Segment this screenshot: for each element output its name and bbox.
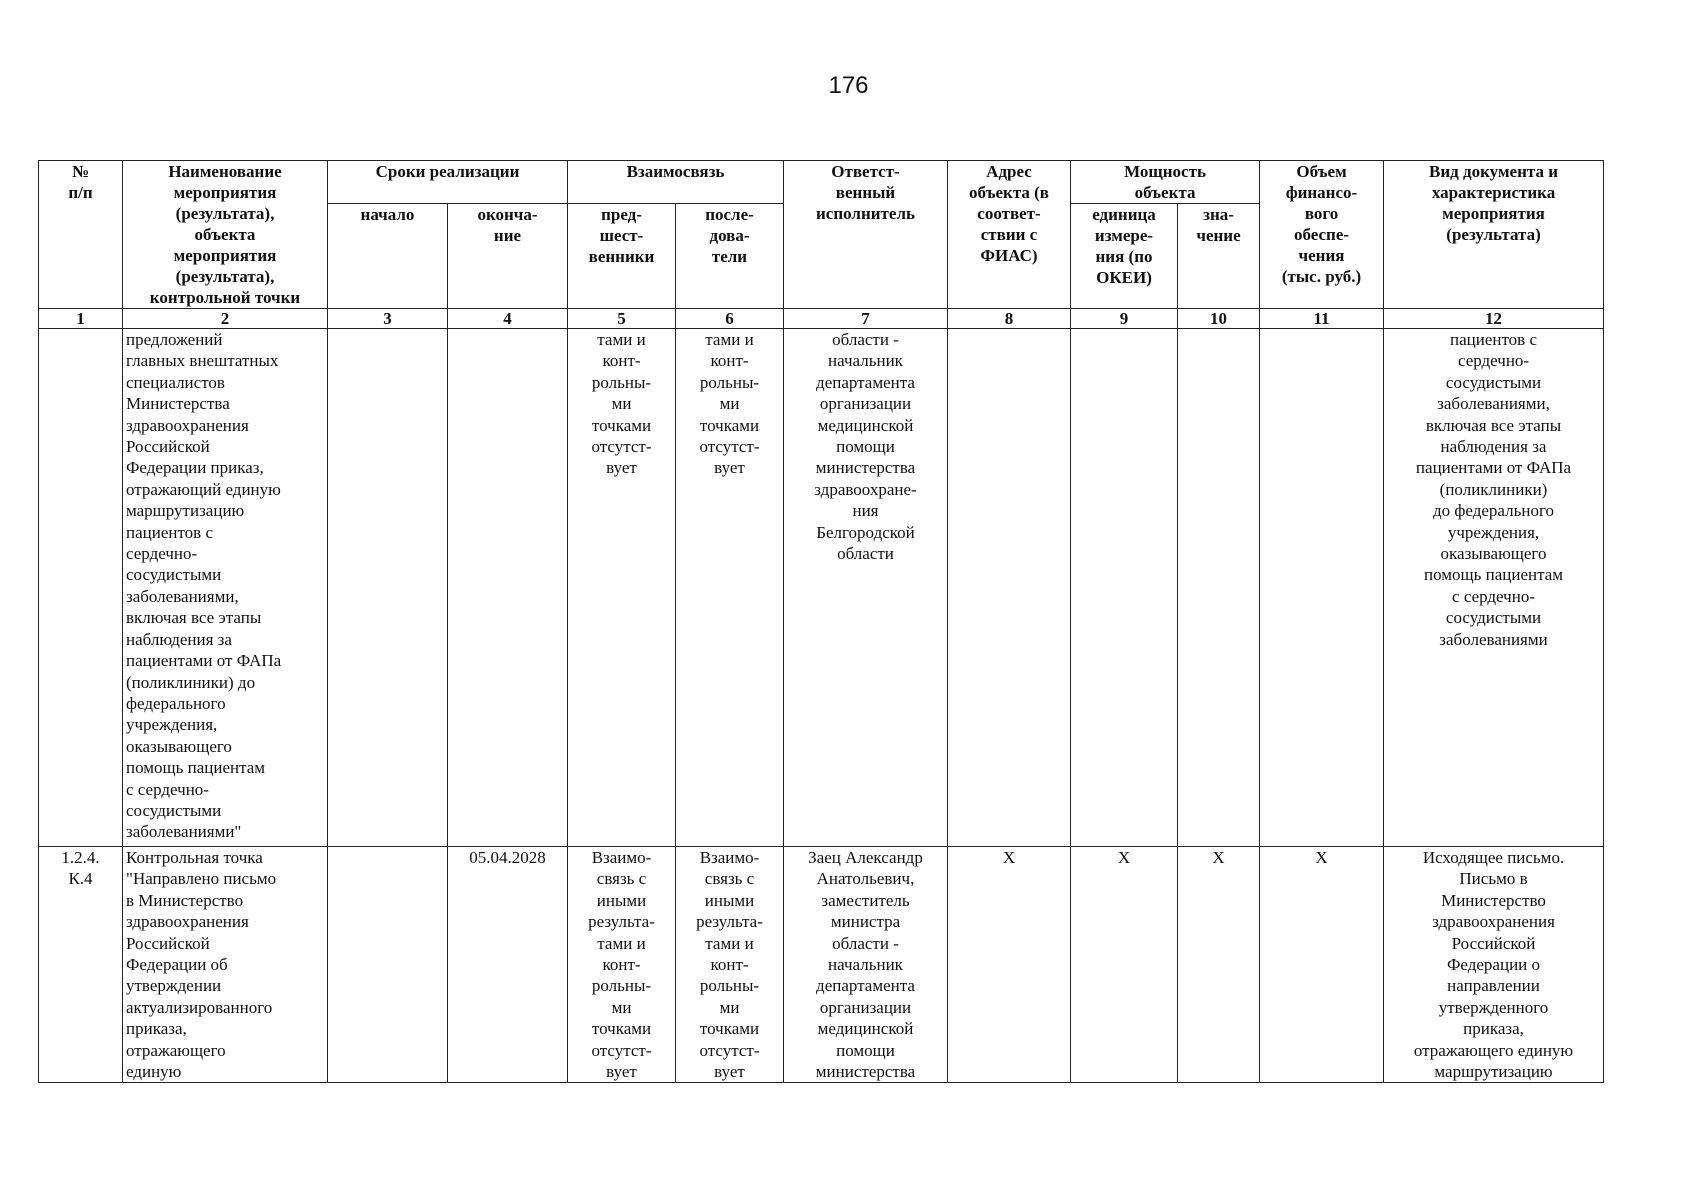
cell-name: Контрольная точка "Направлено письмо в Министерство здравоохранения Российской Федерации об утверждении актуализированного приказа, отражающего единую (123, 847, 328, 1083)
cell-successors: тами и конт- рольны- ми точками отсутст- вует (676, 329, 784, 847)
column-number: 10 (1178, 309, 1260, 329)
header-responsible: Ответст- венный исполнитель (784, 161, 948, 309)
column-number: 12 (1384, 309, 1604, 329)
cell-finance: X (1260, 847, 1384, 1083)
cell-unit: X (1071, 847, 1178, 1083)
cell-responsible: области - начальник департамента организации медицинской помощи министерства здравоохране- ния Белгородской области (784, 329, 948, 847)
cell-address: X (948, 847, 1071, 1083)
cell-num (39, 329, 123, 847)
cell-end (448, 329, 568, 847)
column-number: 5 (568, 309, 676, 329)
table-row (39, 329, 1604, 847)
cell-finance (1260, 329, 1384, 847)
header-terms-group: Сроки реализации (328, 161, 568, 204)
column-number: 8 (948, 309, 1071, 329)
cell-successors: Взаимо- связь с иными результа- тами и конт- рольны- ми точками отсутст- вует (676, 847, 784, 1083)
cell-predecessors: Взаимо- связь с иными результа- тами и конт- рольны- ми точками отсутст- вует (568, 847, 676, 1083)
column-number: 7 (784, 309, 948, 329)
header-num: № п/п (39, 161, 123, 309)
cell-predecessors: тами и конт- рольны- ми точками отсутст- вует (568, 329, 676, 847)
header-start: начало (328, 204, 448, 309)
plan-table (38, 160, 1604, 1083)
header-name: Наименование мероприятия (результата), объекта мероприятия (результата), контрольной точки (123, 161, 328, 309)
cell-responsible: Заец Александр Анатольевич, заместитель министра области - начальник департамента организации медицинской помощи министерства (784, 847, 948, 1083)
column-number: 2 (123, 309, 328, 329)
column-number: 6 (676, 309, 784, 329)
cell-value (1178, 329, 1260, 847)
header-unit: единица измере- ния (по ОКЕИ) (1071, 204, 1178, 309)
header-doc-type: Вид документа и характеристика мероприятия (результата) (1384, 161, 1604, 309)
cell-start (328, 847, 448, 1083)
header-row-1 (39, 161, 1604, 204)
header-finance: Объем финансо- вого обеспе- чения (тыс. руб.) (1260, 161, 1384, 309)
column-number: 1 (39, 309, 123, 329)
cell-num: 1.2.4. К.4 (39, 847, 123, 1083)
page-number: 176 (828, 72, 869, 99)
column-number: 9 (1071, 309, 1178, 329)
table-row (39, 847, 1604, 1083)
header-capacity-group: Мощность объекта (1071, 161, 1260, 204)
header-value: зна- чение (1178, 204, 1260, 309)
cell-name: предложений главных внештатных специалистов Министерства здравоохранения Российской Федерации приказ, отражающий единую маршрутизацию пациентов с сердечно- сосудистыми заболеваниями, включая все этапы наблюдения за пациентами от ФАПа (поликлиники) до федерального учреждения, оказывающего помощь пациентам с сердечно- сосудистыми заболеваниями" (123, 329, 328, 847)
cell-doc-type: пациентов с сердечно- сосудистыми заболеваниями, включая все этапы наблюдения за пациентами от ФАПа (поликлиники) до федерального учреждения, оказывающего помощь пациентам с сердечно- сосудистыми заболеваниями (1384, 329, 1604, 847)
header-address: Адрес объекта (в соответ- ствии с ФИАС) (948, 161, 1071, 309)
column-number: 3 (328, 309, 448, 329)
cell-unit (1071, 329, 1178, 847)
cell-doc-type: Исходящее письмо. Письмо в Министерство здравоохранения Российской Федерации о направлении утвержденного приказа, отражающего единую маршрутизацию (1384, 847, 1604, 1083)
column-number: 11 (1260, 309, 1384, 329)
header-successors: после- дова- тели (676, 204, 784, 309)
column-numbers-row (39, 309, 1604, 329)
cell-end: 05.04.2028 (448, 847, 568, 1083)
header-predecessors: пред- шест- венники (568, 204, 676, 309)
header-end: оконча- ние (448, 204, 568, 309)
cell-value: X (1178, 847, 1260, 1083)
header-relation-group: Взаимосвязь (568, 161, 784, 204)
cell-start (328, 329, 448, 847)
column-number: 4 (448, 309, 568, 329)
cell-address (948, 329, 1071, 847)
